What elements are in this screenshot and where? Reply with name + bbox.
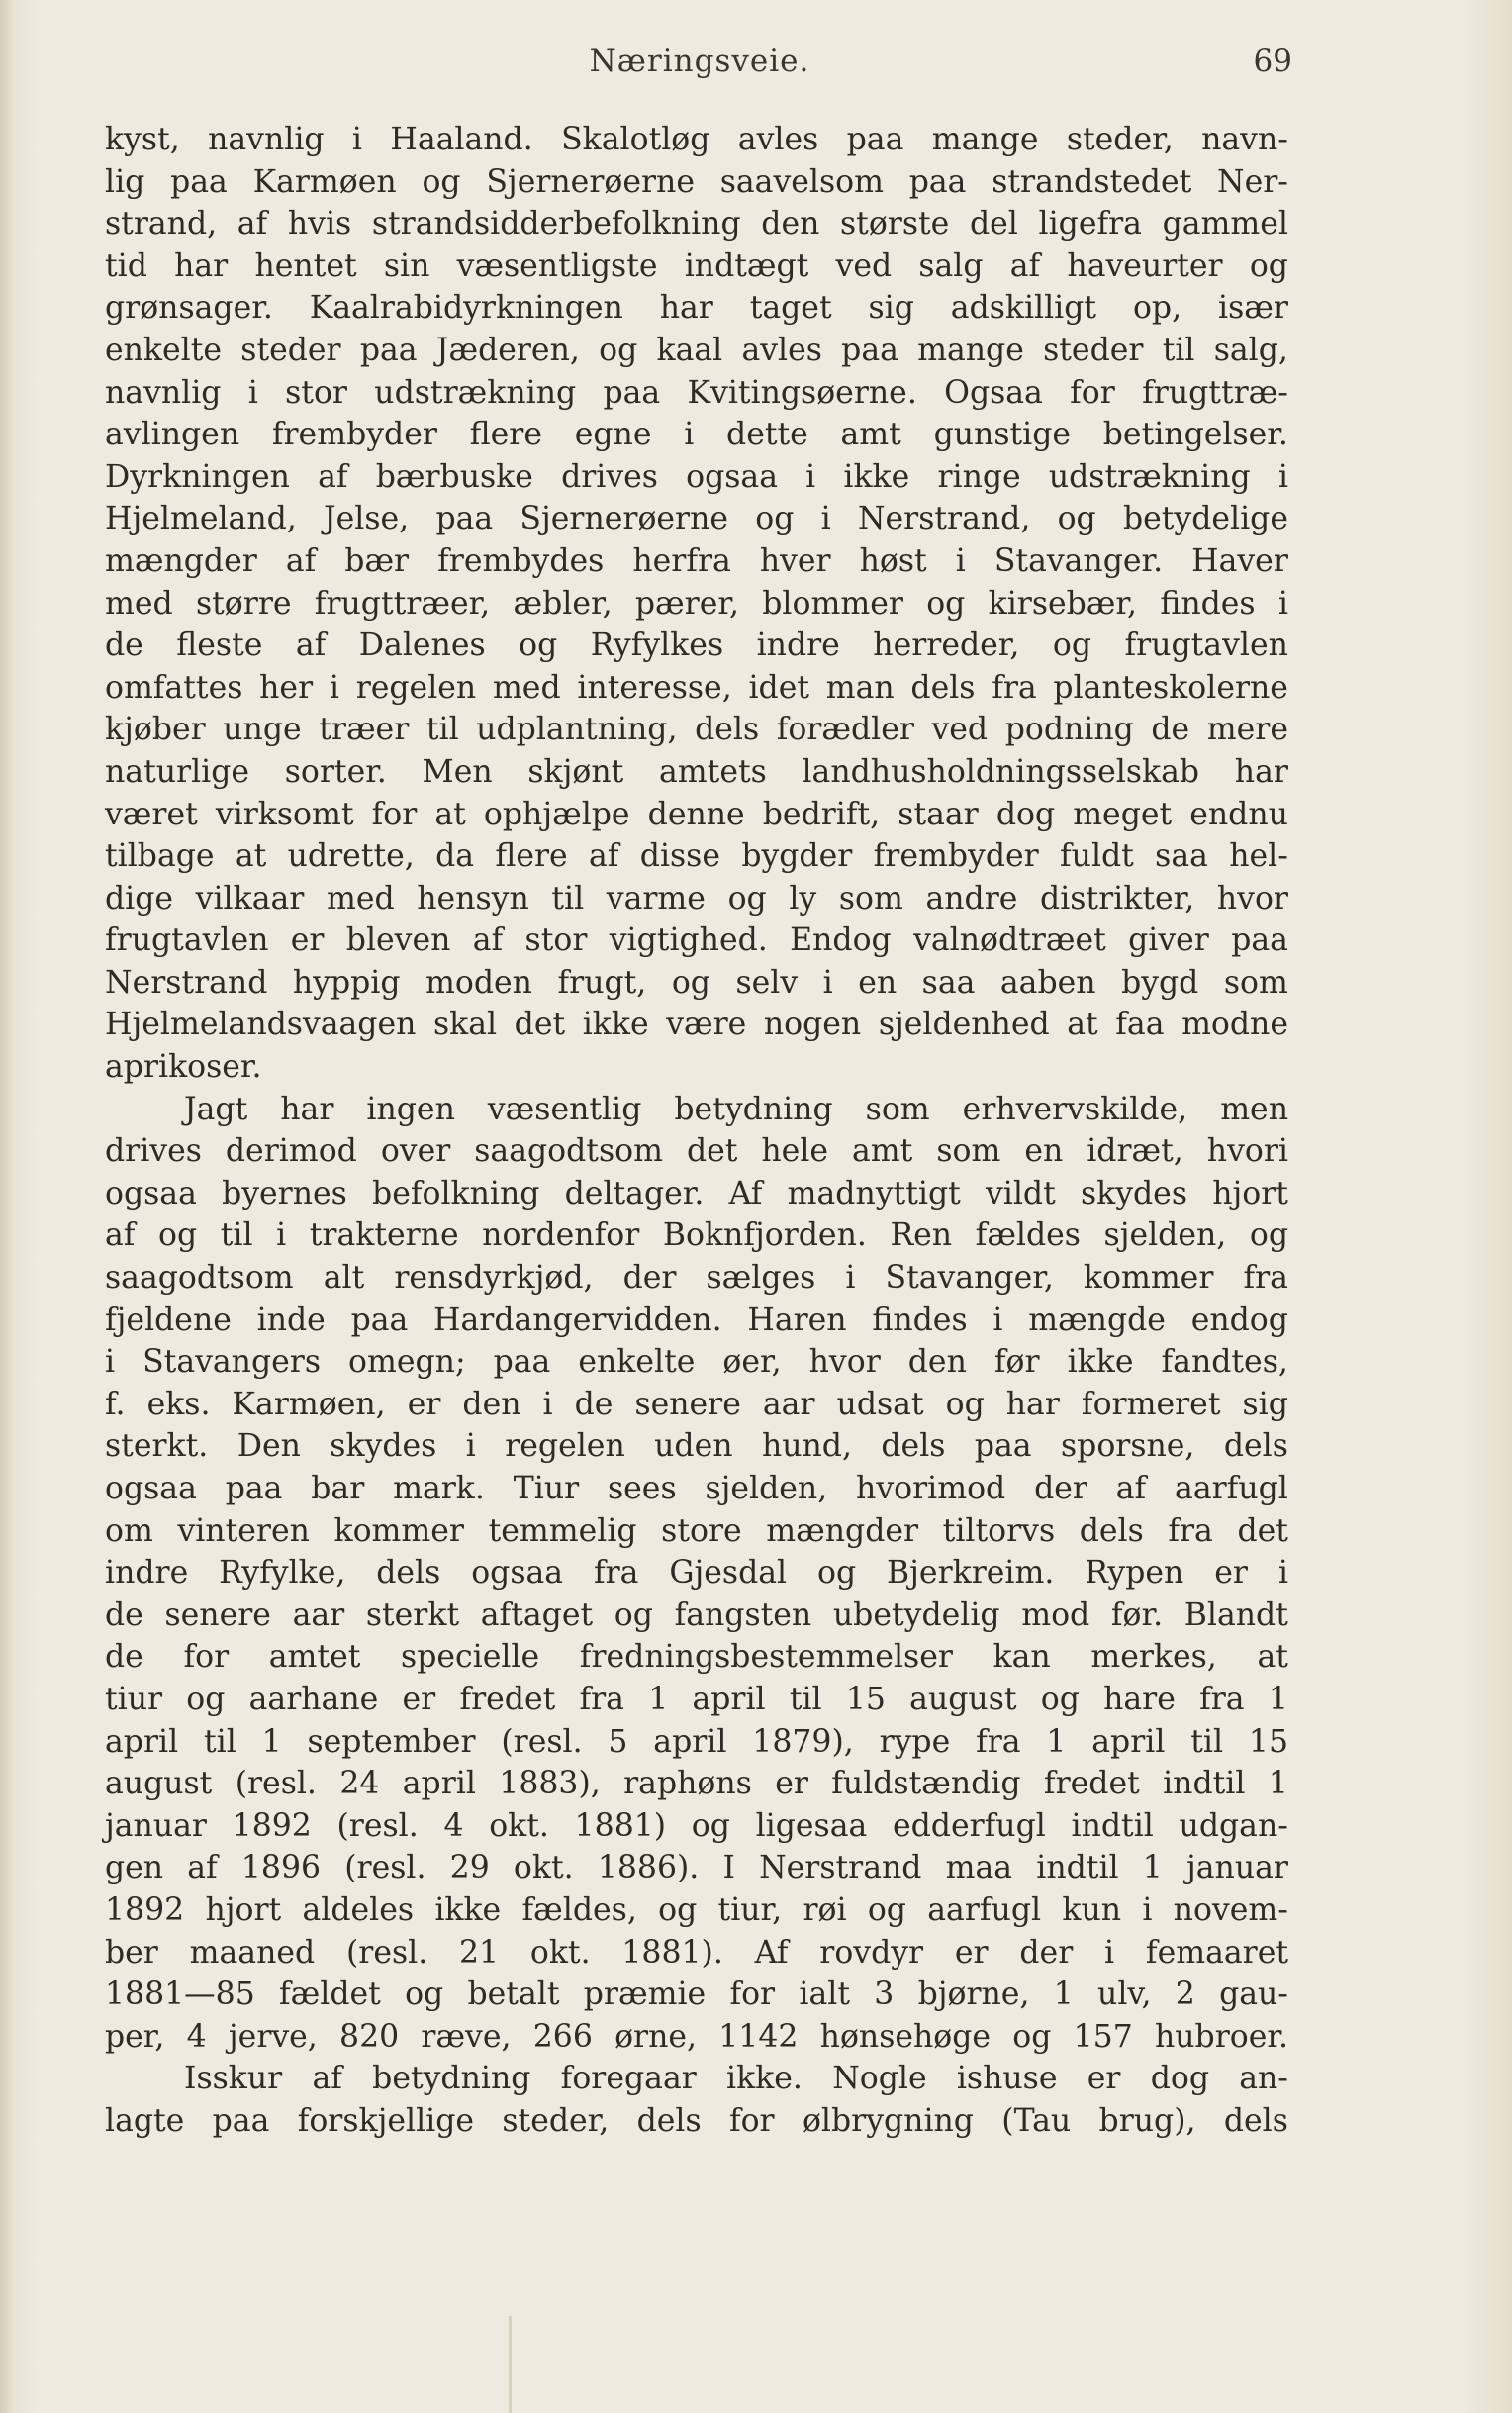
text-line: omfattes her i regelen med interesse, idet man dels fra planteskolerne <box>105 669 1288 706</box>
text-line: august (resl. 24 april 1883), raphøns er fuldstændig fredet indtil 1 <box>105 1766 1288 1802</box>
text-line: kjøber unge træer til udplantning, dels forædler ved podning de mere <box>105 712 1288 748</box>
text-line: ogsaa paa bar mark. Tiur sees sjelden, hvorimod der af aarfugl <box>105 1471 1288 1506</box>
text-line: sterkt. Den skydes i regelen uden hund, dels paa sporsne, dels <box>105 1428 1288 1465</box>
text-line: drives derimod over saagodtsom det hele amt som en idræt, hvori <box>105 1133 1288 1170</box>
running-title: Næringsveie. <box>589 44 810 79</box>
body-text <box>105 119 1288 2143</box>
text-line: Nerstrand hyppig moden frugt, og selv i en saa aaben bygd som <box>105 964 1288 1001</box>
text-line: dige vilkaar med hensyn til varme og ly som andre distrikter, hvor <box>105 880 1288 917</box>
page-number: 69 <box>1253 44 1292 79</box>
text-line: de fleste af Dalenes og Ryfylkes indre herreder, og frugtavlen <box>105 627 1288 664</box>
text-line: Dyrkningen af bærbuske drives ogsaa i ikke ringe udstrækning i <box>105 458 1288 495</box>
text-line: per, 4 jerve, 820 ræve, 266 ørne, 1142 hønsehøge og 157 hubroer. <box>105 2018 1288 2055</box>
running-header <box>107 44 1292 83</box>
text-line: avlingen frembyder flere egne i dette amt gunstige betingelser. <box>105 417 1288 453</box>
text-line: f. eks. Karmøen, er den i de senere aar udsat og har formeret sig <box>105 1386 1288 1422</box>
text-line: saagodtsom alt rensdyrkjød, der sælges i Stavanger, kommer fra <box>105 1260 1288 1297</box>
text-line: Jagt har ingen væsentlig betydning som erhvervskilde, men <box>184 1091 1288 1127</box>
text-line: indre Ryfylke, dels ogsaa fra Gjesdal og Bjerkreim. Rypen er i <box>105 1555 1288 1592</box>
text-line: mængder af bær frembydes herfra hver høst i Stavanger. Haver <box>105 542 1288 579</box>
text-line: januar 1892 (resl. 4 okt. 1881) og ligesaa edderfugl indtil udgan- <box>105 1807 1288 1844</box>
page-edge-shadow <box>0 0 14 2413</box>
text-line: gen af 1896 (resl. 29 okt. 1886). I Nerstrand maa indtil 1 januar <box>105 1850 1288 1886</box>
text-line: april til 1 september (resl. 5 april 1879), rype fra 1 april til 15 <box>105 1723 1288 1760</box>
text-line: Hjelmelandsvaagen skal det ikke være nogen sjeldenhed at faa modne <box>105 1007 1288 1043</box>
text-line: navnlig i stor udstrækning paa Kvitingsøerne. Ogsaa for frugttræ- <box>105 374 1288 411</box>
text-line: strand, af hvis strandsidderbefolkning den største del ligefra gammel <box>105 206 1288 242</box>
text-line: kyst, navnlig i Haaland. Skalotløg avles paa mange steder, navn- <box>105 122 1288 157</box>
text-line: lig paa Karmøen og Sjernerøerne saavelsom paa strandstedet Ner- <box>105 163 1288 200</box>
text-line: ber maaned (resl. 21 okt. 1881). Af rovdyr er der i femaaret <box>105 1934 1288 1971</box>
text-line: enkelte steder paa Jæderen, og kaal avles paa mange steder til salg, <box>105 332 1288 368</box>
text-line: grønsager. Kaalrabidyrkningen har taget sig adskilligt op, især <box>105 290 1288 327</box>
text-line: fjeldene inde paa Hardangervidden. Haren findes i mængde endog <box>105 1302 1288 1338</box>
text-line: naturlige sorter. Men skjønt amtets landhusholdningsselskab har <box>105 753 1288 790</box>
text-line: aprikoser. <box>105 1049 262 1086</box>
text-line: 1881—85 fældet og betalt præmie for ialt 3 bjørne, 1 ulv, 2 gau- <box>105 1977 1288 2013</box>
text-line: Hjelmeland, Jelse, paa Sjernerøerne og i Nerstrand, og betydelige <box>105 501 1288 537</box>
text-line: været virksomt for at ophjælpe denne bedrift, staar dog meget endnu <box>105 796 1288 832</box>
text-line: 1892 hjort aldeles ikke fældes, og tiur, røi og aarfugl kun i novem- <box>105 1891 1288 1928</box>
text-line: tilbage at udrette, da flere af disse bygder frembyder fuldt saa hel- <box>105 838 1288 875</box>
text-line: med større frugttræer, æbler, pærer, blommer og kirsebær, findes i <box>105 585 1288 622</box>
text-line: ogsaa byernes befolkning deltager. Af madnyttigt vildt skydes hjort <box>105 1175 1288 1211</box>
scan-artifact-mark <box>509 2316 512 2413</box>
text-line: om vinteren kommer temmelig store mængder tiltorvs dels fra det <box>105 1512 1288 1549</box>
text-line: i Stavangers omegn; paa enkelte øer, hvor den før ikke fandtes, <box>105 1344 1288 1381</box>
text-line: af og til i trakterne nordenfor Boknfjorden. Ren fældes sjelden, og <box>105 1217 1288 1254</box>
text-line: tid har hentet sin væsentligste indtægt ved salg af haveurter og <box>105 247 1288 284</box>
text-line: Isskur af betydning foregaar ikke. Nogle ishuse er dog an- <box>184 2061 1288 2097</box>
text-line: de senere aar sterkt aftaget og fangsten ubetydelig mod før. Blandt <box>105 1596 1288 1633</box>
text-line: de for amtet specielle fredningsbestemmelser kan merkes, at <box>105 1639 1288 1676</box>
text-line: frugtavlen er bleven af stor vigtighed. Endog valnødtræet giver paa <box>105 922 1288 959</box>
text-line: lagte paa forskjellige steder, dels for ølbrygning (Tau brug), dels <box>105 2102 1288 2139</box>
text-line: tiur og aarhane er fredet fra 1 april til 15 august og hare fra 1 <box>105 1681 1288 1717</box>
